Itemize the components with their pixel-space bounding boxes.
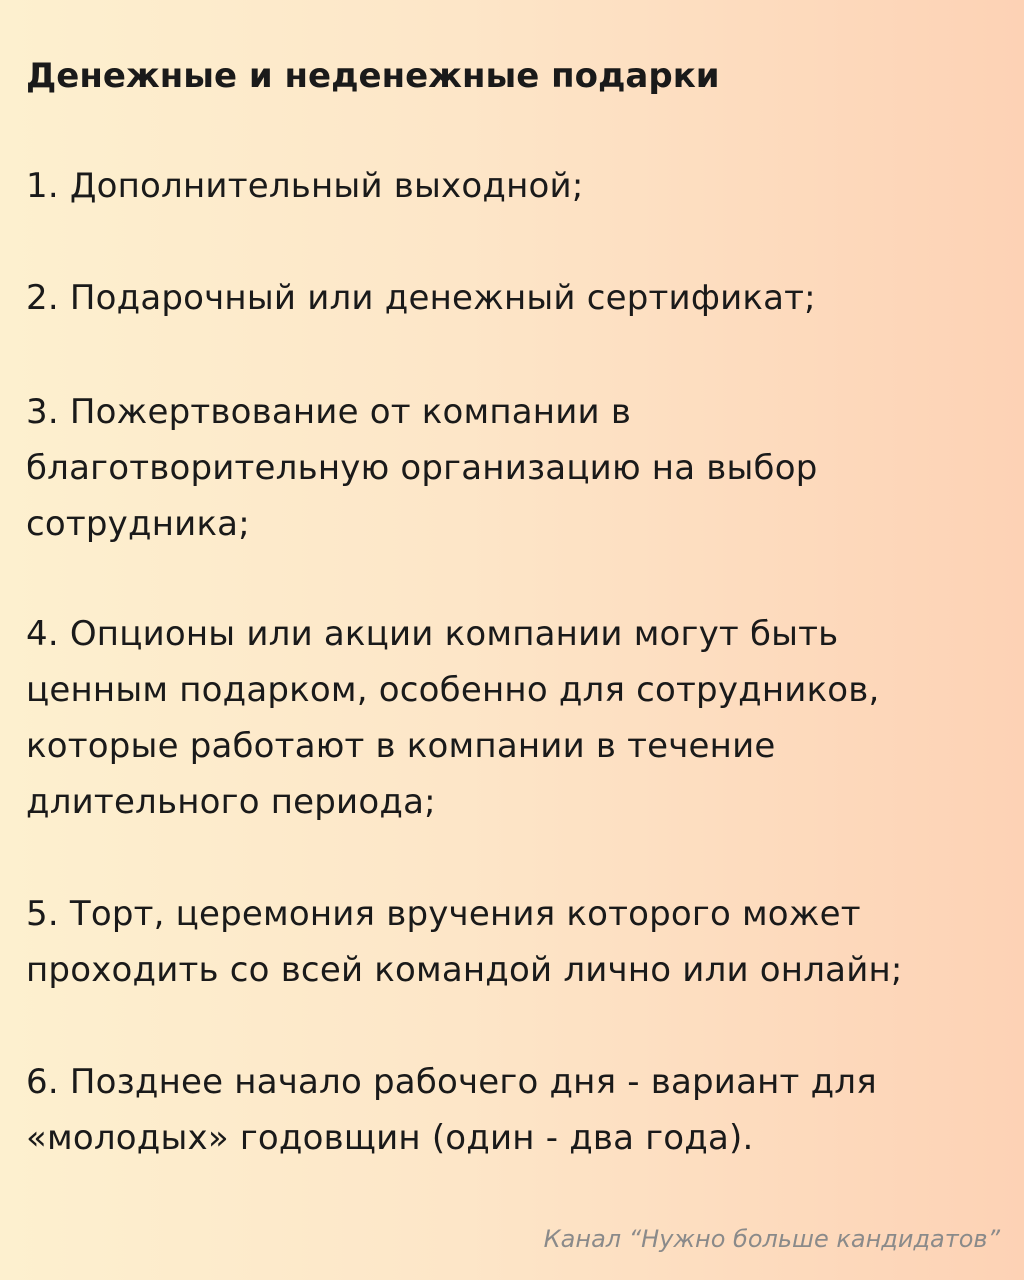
list-item-line: сотрудника; [26, 504, 250, 544]
list-item-1 [26, 158, 583, 214]
list-item-line: ценным подарком, особенно для сотрудников, [26, 670, 880, 710]
list-item-line: длительного периода; [26, 782, 436, 822]
channel-signature: Канал “Нужно больше кандидатов” [543, 1225, 1000, 1253]
list-item-3 [26, 384, 818, 552]
list-item-line: 3. Пожертвование от компании в [26, 392, 632, 432]
list-item-2 [26, 270, 816, 326]
list-item-line: благотворительную организацию на выбор [26, 448, 818, 488]
list-item-5 [26, 886, 903, 998]
list-item-line: 2. Подарочный или денежный сертификат; [26, 278, 816, 318]
list-item-line: 4. Опционы или акции компании могут быть [26, 614, 839, 654]
page-title: Денежные и неденежные подарки [26, 56, 720, 96]
list-item-line: «молодых» годовщин (один - два года). [26, 1118, 754, 1158]
list-item-4 [26, 606, 880, 830]
list-item-line: 6. Позднее начало рабочего дня - вариант для [26, 1062, 877, 1102]
list-item-line: которые работают в компании в течение [26, 726, 776, 766]
list-item-line: 5. Торт, церемония вручения которого может [26, 894, 861, 934]
document-page [26, 0, 1006, 1280]
list-item-line: 1. Дополнительный выходной; [26, 166, 584, 206]
list-item-6 [26, 1054, 877, 1166]
list-item-line: проходить со всей командой лично или онлайн; [26, 950, 903, 990]
